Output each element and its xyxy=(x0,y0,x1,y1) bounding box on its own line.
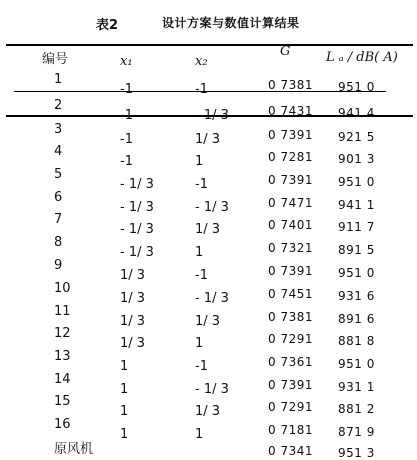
row-g: 0 7321 xyxy=(268,241,313,255)
row-no: 7 xyxy=(54,212,63,227)
row-x2: -1 xyxy=(195,268,208,283)
header-g: G xyxy=(280,44,291,59)
row-x2: -1 xyxy=(195,82,208,97)
row-no: 14 xyxy=(54,372,71,387)
row-la: 891 6 xyxy=(338,312,375,326)
row-x2: -1 xyxy=(195,177,208,192)
row-la: 951 0 xyxy=(338,80,375,94)
row-no: 5 xyxy=(54,167,63,182)
row-no: 16 xyxy=(54,417,71,432)
row-la: 881 2 xyxy=(338,402,375,416)
row-x1: - 1/ 3 xyxy=(120,177,154,192)
table-row xyxy=(0,235,417,260)
header-la: L ₐ / dB( A) xyxy=(326,50,398,65)
row-x2: 1 xyxy=(195,336,204,351)
row-g: 0 7341 xyxy=(268,444,313,458)
row-la: 871 9 xyxy=(338,425,375,439)
table-row xyxy=(0,372,417,397)
table-row xyxy=(0,258,417,283)
row-la: 891 5 xyxy=(338,243,375,257)
table-row xyxy=(0,417,417,442)
header-x1: x₁ xyxy=(120,54,133,69)
row-la: 941 4 xyxy=(338,106,375,120)
table-row xyxy=(0,304,417,329)
row-la: 951 0 xyxy=(338,175,375,189)
row-la: 951 0 xyxy=(338,266,375,280)
row-no: 13 xyxy=(54,349,71,364)
row-x1: 1/ 3 xyxy=(120,314,146,329)
row-la: 881 8 xyxy=(338,334,375,348)
row-no: 6 xyxy=(54,190,63,205)
row-g: 0 7391 xyxy=(268,173,313,187)
table-caption xyxy=(0,12,417,32)
row-x2: - 1/ 3 xyxy=(195,382,229,397)
row-x1: 1 xyxy=(120,359,129,374)
row-no: 12 xyxy=(54,326,71,341)
row-x1: - 1/ 3 xyxy=(120,245,154,260)
row-g: 0 7381 xyxy=(268,310,313,324)
table-row xyxy=(0,281,417,306)
row-x1: 1 xyxy=(120,427,129,442)
row-x2: 1 xyxy=(195,154,204,169)
row-g: 0 7401 xyxy=(268,218,313,232)
table-row xyxy=(0,122,417,147)
row-g: 0 7451 xyxy=(268,287,313,301)
row-x1: 1 xyxy=(120,382,129,397)
row-g: 0 7281 xyxy=(268,150,313,164)
row-la: 911 7 xyxy=(338,220,375,234)
row-no: 3 xyxy=(54,122,63,137)
row-la: 951 3 xyxy=(338,446,375,460)
row-no: 8 xyxy=(54,235,63,250)
row-x1: 1/ 3 xyxy=(120,268,146,283)
row-no: 11 xyxy=(54,304,71,319)
row-g: 0 7431 xyxy=(268,104,313,118)
row-la: 931 6 xyxy=(338,289,375,303)
row-la: 951 0 xyxy=(338,357,375,371)
row-no: 10 xyxy=(54,281,71,296)
row-no: 1 xyxy=(54,72,63,87)
row-g: 0 7291 xyxy=(268,332,313,346)
table-row xyxy=(0,72,417,97)
row-la: 901 3 xyxy=(338,152,375,166)
row-x1: -1 xyxy=(120,108,133,123)
row-x2: 1/ 3 xyxy=(195,222,221,237)
row-no: 2 xyxy=(54,98,63,113)
row-g: 0 7471 xyxy=(268,196,313,210)
table-row xyxy=(0,438,417,460)
header-no: 编号 xyxy=(42,52,69,67)
row-x1: 1 xyxy=(120,404,129,419)
row-no: 15 xyxy=(54,394,71,409)
table-title: 设计方案与数值计算结果 xyxy=(162,16,300,30)
row-x1: -1 xyxy=(120,154,133,169)
row-x1: -1 xyxy=(120,82,133,97)
table-row xyxy=(0,144,417,169)
table-row xyxy=(0,98,417,123)
row-x1: 1/ 3 xyxy=(120,336,146,351)
row-x2: - 1/ 3 xyxy=(195,108,229,123)
table-row xyxy=(0,326,417,351)
row-x1: - 1/ 3 xyxy=(120,200,154,215)
table-row xyxy=(0,349,417,374)
row-g: 0 7181 xyxy=(268,423,313,437)
row-la: 941 1 xyxy=(338,198,375,212)
row-x2: - 1/ 3 xyxy=(195,291,229,306)
row-x2: 1 xyxy=(195,245,204,260)
row-x1: - 1/ 3 xyxy=(120,222,154,237)
row-g: 0 7391 xyxy=(268,128,313,142)
table-number: 表2 xyxy=(96,18,119,33)
row-x2: - 1/ 3 xyxy=(195,200,229,215)
table-row xyxy=(0,394,417,419)
table-row xyxy=(0,190,417,215)
row-g: 0 7391 xyxy=(268,264,313,278)
table-row xyxy=(0,212,417,237)
row-x2: 1/ 3 xyxy=(195,132,221,147)
row-x2: -1 xyxy=(195,359,208,374)
row-g: 0 7361 xyxy=(268,355,313,369)
table-row xyxy=(0,167,417,192)
row-x2: 1 xyxy=(195,427,204,442)
row-g: 0 7291 xyxy=(268,400,313,414)
row-no: 4 xyxy=(54,144,63,159)
row-no: 原风机 xyxy=(54,442,94,457)
header-x2: x₂ xyxy=(195,54,208,69)
row-x1: -1 xyxy=(120,132,133,147)
row-g: 0 7391 xyxy=(268,378,313,392)
row-la: 931 1 xyxy=(338,380,375,394)
row-x2: 1/ 3 xyxy=(195,314,221,329)
row-g: 0 7381 xyxy=(268,78,313,92)
row-la: 921 5 xyxy=(338,130,375,144)
row-x1: 1/ 3 xyxy=(120,291,146,306)
row-x2: 1/ 3 xyxy=(195,404,221,419)
row-no: 9 xyxy=(54,258,63,273)
